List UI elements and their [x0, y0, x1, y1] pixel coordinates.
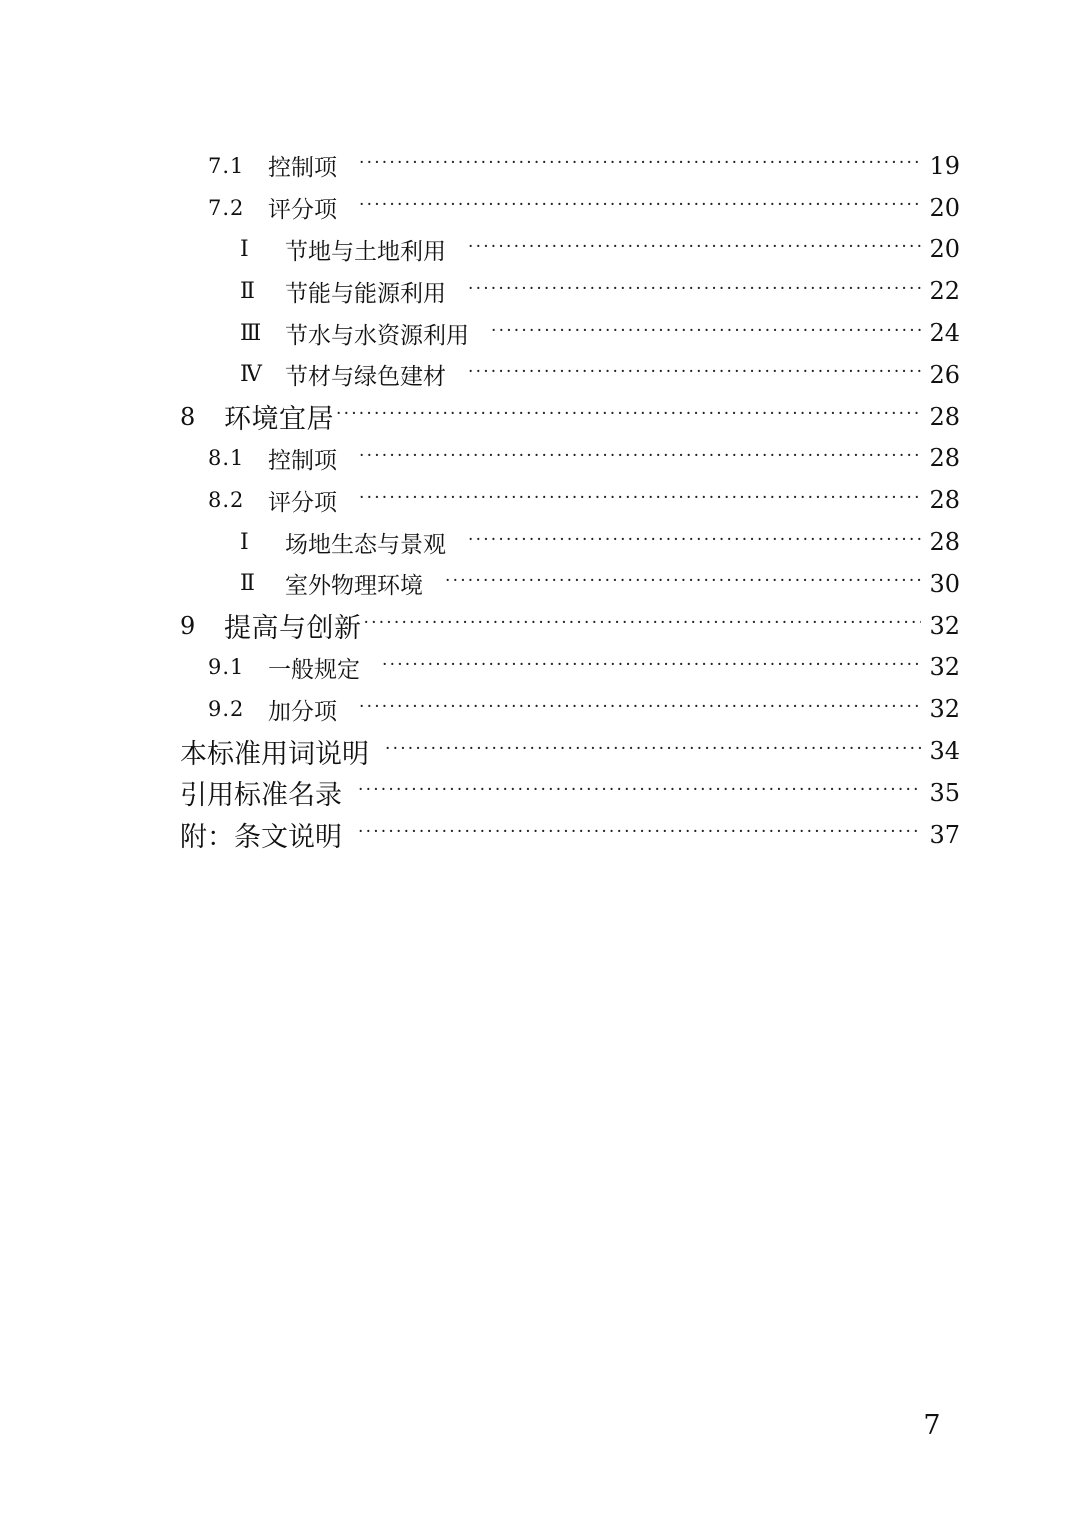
toc-entry-page: 28 [929, 528, 960, 557]
toc-chapter[interactable] [180, 396, 960, 438]
toc-entry-title: 节能与能源利用 [285, 280, 446, 307]
toc-entry-title: 控制项 [268, 447, 337, 474]
toc-entry-title: 节水与水资源利用 [285, 322, 469, 349]
toc-entry-title: 评分项 [268, 197, 337, 224]
toc-entry-title: 节材与绿色建材 [285, 364, 446, 391]
toc-entry-number: Ⅰ [240, 529, 249, 555]
toc-entry-number: 7.2 [208, 195, 245, 220]
toc-entry-page: 34 [929, 737, 960, 766]
toc-entry-title: 本标准用词说明 [180, 738, 369, 770]
toc-entry-page: 24 [929, 319, 960, 348]
toc-appendix-entry[interactable] [180, 772, 960, 814]
toc-entry[interactable] [180, 354, 960, 396]
toc-entry[interactable] [180, 438, 960, 480]
dot-leader [491, 323, 921, 340]
toc-entry-title: 一般规定 [268, 656, 360, 683]
toc-entry[interactable] [180, 145, 960, 187]
toc-entry-title: 评分项 [268, 489, 337, 516]
toc-entry-number: Ⅱ [240, 571, 255, 597]
dot-leader [359, 699, 921, 716]
toc-entry-page: 30 [929, 569, 960, 598]
dot-leader [358, 782, 921, 799]
dot-leader [359, 448, 921, 465]
toc-entry-page: 20 [929, 193, 960, 222]
dot-leader [468, 239, 921, 256]
toc-entry-number: 8.1 [208, 446, 245, 471]
toc-entry-number: Ⅱ [240, 278, 255, 304]
toc-entry-number: 9.1 [208, 655, 245, 680]
toc-entry[interactable] [180, 688, 960, 730]
toc-entry-page: 32 [929, 653, 960, 682]
dot-leader [385, 741, 921, 758]
toc-entry-number: 9.2 [208, 697, 245, 722]
toc-entry-number: Ⅲ [240, 320, 262, 346]
toc-entry-title: 场地生态与景观 [285, 531, 446, 558]
toc-entry-number: 9 [180, 611, 196, 640]
dot-leader [468, 532, 921, 549]
toc-entry[interactable] [180, 647, 960, 689]
toc-entry-number: 8 [180, 402, 196, 431]
toc-entry-page: 37 [929, 820, 960, 849]
toc-entry[interactable] [180, 563, 960, 605]
toc-appendix-entry[interactable] [180, 730, 960, 772]
toc-entry[interactable] [180, 229, 960, 271]
toc-entry[interactable] [180, 187, 960, 229]
toc-entry-number: Ⅰ [240, 236, 249, 262]
toc-entry-page: 32 [929, 611, 960, 640]
toc-appendix-entry[interactable] [180, 814, 960, 856]
toc-entry[interactable] [180, 479, 960, 521]
toc-entry-page: 19 [929, 151, 960, 180]
dot-leader [382, 657, 921, 674]
dot-leader [359, 490, 921, 507]
toc-chapter[interactable] [180, 605, 960, 647]
toc-entry-title: 节地与土地利用 [285, 238, 446, 265]
toc-entry-page: 28 [929, 402, 960, 431]
toc-entry-title: 环境宜居 [224, 404, 334, 436]
dot-leader [445, 573, 921, 590]
toc-entry-page: 22 [929, 277, 960, 306]
toc-entry-number: 7.1 [208, 153, 245, 178]
toc-entry-page: 20 [929, 235, 960, 264]
dot-leader [364, 615, 922, 632]
toc-entry-page: 26 [929, 360, 960, 389]
dot-leader [359, 197, 921, 214]
toc-entry-page: 32 [929, 695, 960, 724]
dot-leader [358, 824, 921, 841]
toc-entry-title: 提高与创新 [224, 613, 362, 645]
toc-entry-title: 室外物理环境 [285, 573, 423, 600]
table-of-contents [180, 145, 960, 856]
toc-entry[interactable] [180, 270, 960, 312]
dot-leader [336, 406, 921, 423]
toc-entry-page: 35 [929, 778, 960, 807]
toc-entry-title: 控制项 [268, 155, 337, 182]
toc-entry-title: 引用标准名录 [180, 780, 342, 812]
toc-entry-page: 28 [929, 486, 960, 515]
page-number: 7 [923, 1410, 941, 1441]
dot-leader [468, 364, 921, 381]
toc-entry-page: 28 [929, 444, 960, 473]
toc-entry[interactable] [180, 312, 960, 354]
toc-entry[interactable] [180, 521, 960, 563]
toc-entry-title: 附：条文说明 [180, 822, 342, 854]
dot-leader [359, 155, 921, 172]
toc-entry-number: Ⅳ [240, 362, 262, 388]
toc-entry-number: 8.2 [208, 488, 245, 513]
toc-entry-title: 加分项 [268, 698, 337, 725]
dot-leader [468, 281, 921, 298]
